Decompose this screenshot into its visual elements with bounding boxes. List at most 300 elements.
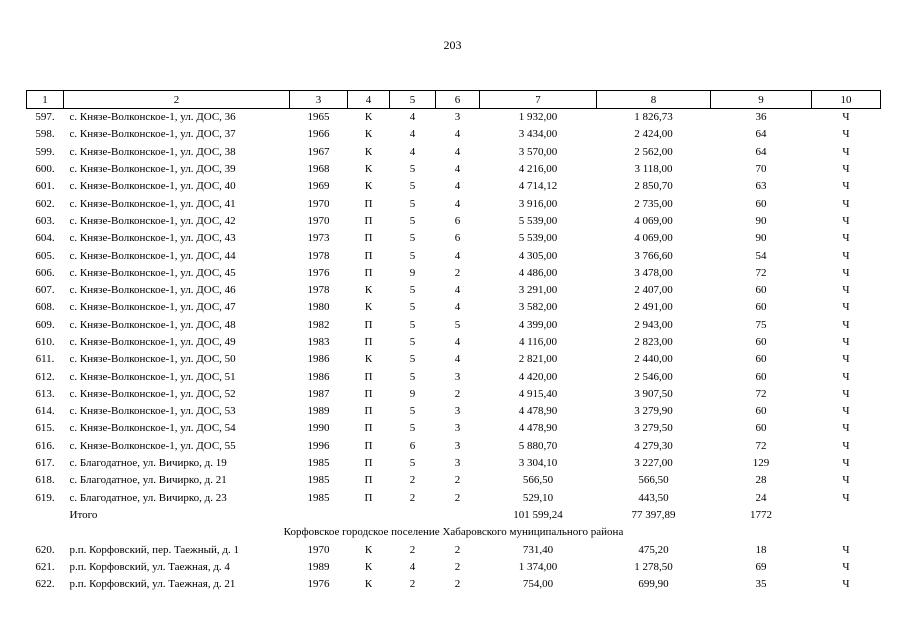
table-cell: 24: [755, 491, 767, 504]
table-cell: 731,40: [522, 543, 554, 556]
table-cell: 1987: [307, 387, 330, 400]
table-cell: Ч: [842, 560, 850, 573]
table-cell: 604.: [35, 232, 55, 245]
table-cell: 616.: [35, 439, 55, 452]
table-cell: П: [364, 439, 373, 452]
table-cell: Ч: [842, 266, 850, 279]
table-cell: с. Князе-Волконское-1, ул. ДОС, 39: [69, 163, 236, 176]
table-cell: П: [364, 491, 373, 504]
table-cell: 1976: [307, 578, 330, 591]
total-living-area: 77 397,89: [631, 508, 676, 521]
table-cell: 3 766,60: [634, 249, 673, 262]
column-header: 2: [64, 91, 290, 109]
table-cell: 54: [755, 249, 767, 262]
table-cell: 2 562,00: [634, 145, 673, 158]
total-label: Итого: [69, 508, 98, 521]
table-cell: с. Князе-Волконское-1, ул. ДОС, 41: [69, 197, 236, 210]
table-cell: 5: [409, 284, 416, 297]
table-cell: 611.: [35, 353, 55, 366]
table-cell: Ч: [842, 145, 850, 158]
table-cell: 699,90: [638, 578, 669, 591]
table-cell: 90: [755, 214, 767, 227]
table-cell: 1970: [307, 197, 330, 210]
total-row: [27, 507, 881, 524]
table-cell: р.п. Корфовский, пер. Таежный, д. 1: [69, 543, 240, 556]
table-cell: 4: [409, 111, 416, 124]
table-cell: 2 407,00: [634, 284, 673, 297]
table-cell: с. Благодатное, ул. Вичирко, д. 19: [69, 457, 227, 470]
table-cell: с. Князе-Волконское-1, ул. ДОС, 43: [69, 232, 236, 245]
table-cell: 60: [755, 284, 767, 297]
table-cell: 5: [409, 197, 416, 210]
total-count: 1772: [750, 508, 772, 521]
table-cell: 4 915,40: [518, 387, 558, 400]
table-cell: 4 714,12: [518, 180, 558, 193]
table-row: [27, 334, 881, 351]
table-row: [27, 317, 881, 334]
table-cell: 2: [454, 491, 461, 504]
table-cell: 72: [755, 266, 767, 279]
table-cell: с. Князе-Волконское-1, ул. ДОС, 51: [69, 370, 236, 383]
table-cell: 598.: [35, 128, 55, 141]
table-cell: 3 304,10: [518, 457, 558, 470]
table-cell: с. Князе-Волконское-1, ул. ДОС, 40: [69, 180, 236, 193]
table-cell: 2 821,00: [518, 353, 558, 366]
table-row: [27, 144, 881, 161]
column-header: 10: [812, 91, 881, 109]
table-row: [27, 299, 881, 316]
table-cell: 4 116,00: [518, 336, 558, 348]
table-cell: 60: [755, 336, 767, 348]
section-row: [27, 524, 881, 541]
table-cell: 70: [755, 163, 767, 176]
table-cell: 605.: [35, 249, 55, 262]
table-cell: с. Князе-Волконское-1, ул. ДОС, 46: [69, 284, 236, 297]
table-cell: с. Князе-Волконское-1, ул. ДОС, 54: [69, 422, 236, 435]
table-row: [27, 109, 881, 127]
table-cell: с. Князе-Волконское-1, ул. ДОС, 52: [69, 387, 236, 400]
table-cell: 5: [409, 422, 416, 435]
table-cell: 2: [454, 560, 461, 573]
table-cell: 1978: [307, 284, 330, 297]
table-cell: 4 478,90: [518, 422, 558, 435]
table-cell: 609.: [35, 318, 55, 331]
table-cell: П: [364, 214, 373, 227]
table-cell: 2: [409, 578, 416, 591]
table-cell: 3 478,00: [634, 266, 673, 279]
table-cell: 5 539,00: [518, 214, 558, 227]
table-cell: с. Благодатное, ул. Вичирко, д. 21: [69, 474, 227, 487]
table-cell: 3: [454, 422, 461, 435]
table-cell: Ч: [842, 405, 850, 418]
table-cell: 1985: [307, 457, 330, 470]
table-cell: 35: [755, 578, 767, 591]
table-cell: 3: [454, 111, 461, 124]
table-cell: 5: [409, 214, 416, 227]
table-cell: 4: [409, 560, 416, 573]
table-cell: 443,50: [638, 491, 669, 504]
table-cell: 4: [454, 128, 461, 141]
table-cell: 613.: [35, 387, 55, 400]
table-cell: Ч: [842, 387, 850, 400]
table-cell: 597.: [35, 111, 55, 124]
table-cell: 618.: [35, 474, 55, 487]
table-cell: Ч: [842, 232, 850, 245]
table-cell: 4 486,00: [518, 266, 558, 279]
table-cell: 4: [454, 145, 461, 158]
table-cell: Ч: [842, 214, 850, 227]
table-cell: 5: [409, 457, 416, 470]
table-cell: К: [364, 543, 373, 556]
table-row: [27, 247, 881, 264]
table-cell: с. Князе-Волконское-1, ул. ДОС, 45: [69, 266, 236, 279]
table-cell: 4: [454, 336, 461, 348]
table-cell: 2 850,70: [634, 180, 673, 193]
table-cell: Ч: [842, 128, 850, 141]
table-row: [27, 178, 881, 195]
table-cell: с. Князе-Волконское-1, ул. ДОС, 49: [69, 336, 236, 348]
table-cell: Ч: [842, 301, 850, 314]
table-cell: 4: [454, 163, 461, 176]
table-cell: 3 916,00: [518, 197, 558, 210]
table-cell: Ч: [842, 457, 850, 470]
table-cell: П: [364, 370, 373, 383]
table-cell: 5: [409, 336, 416, 348]
table-cell: Ч: [842, 474, 850, 487]
table-cell: 4 478,90: [518, 405, 558, 418]
table-cell: 4 399,00: [518, 318, 558, 331]
table-cell: 5: [409, 163, 416, 176]
table-cell: 4: [454, 180, 461, 193]
table-cell: 2: [454, 387, 461, 400]
table-cell: с. Князе-Волконское-1, ул. ДОС, 44: [69, 249, 236, 262]
table-cell: 1978: [307, 249, 330, 262]
table-cell: 566,50: [522, 474, 554, 487]
table-cell: 1985: [307, 491, 330, 504]
table-cell: 3 582,00: [518, 301, 558, 314]
table-cell: 529,10: [522, 491, 554, 504]
table-cell: 60: [755, 405, 767, 418]
table-cell: Ч: [842, 439, 850, 452]
column-header: 4: [348, 91, 390, 109]
table-cell: 4 069,00: [634, 232, 673, 245]
table-cell: П: [364, 422, 373, 435]
table-cell: Ч: [842, 318, 850, 331]
table-cell: 60: [755, 353, 767, 366]
table-cell: 1970: [307, 214, 330, 227]
column-header: 3: [290, 91, 348, 109]
table-row: [27, 126, 881, 143]
table-cell: 1982: [307, 318, 330, 331]
total-area: 101 599,24: [513, 508, 563, 521]
table-row: [27, 386, 881, 403]
table-row: [27, 161, 881, 178]
table-cell: 4: [454, 301, 461, 314]
column-header: 1: [27, 91, 64, 109]
table-cell: 617.: [35, 457, 55, 470]
table-cell: 2 491,00: [634, 301, 673, 314]
table-cell: 1973: [307, 232, 330, 245]
table-cell: р.п. Корфовский, ул. Таежная, д. 4: [69, 560, 230, 573]
table-cell: с. Князе-Волконское-1, ул. ДОС, 37: [69, 128, 236, 141]
table-cell: П: [364, 405, 373, 418]
table-row: [27, 490, 881, 507]
table-cell: К: [364, 560, 373, 573]
table-cell: 6: [454, 232, 461, 245]
table-cell: 4: [454, 284, 461, 297]
table-cell: 18: [755, 543, 767, 556]
table-cell: 5 880,70: [518, 439, 558, 452]
table-cell: 3 291,00: [518, 284, 558, 297]
table-row: [27, 576, 881, 593]
table-cell: К: [364, 128, 373, 141]
table-cell: 64: [755, 145, 767, 158]
table-cell: с. Князе-Волконское-1, ул. ДОС, 38: [69, 145, 236, 158]
table-cell: Ч: [842, 336, 850, 348]
table-cell: 63: [755, 180, 767, 193]
table-cell: 601.: [35, 180, 55, 193]
table-cell: 606.: [35, 266, 55, 279]
table-cell: 3 118,00: [634, 163, 673, 176]
table-row: [27, 455, 881, 472]
table-header-row: [27, 91, 881, 109]
table-cell: с. Князе-Волконское-1, ул. ДОС, 55: [69, 439, 236, 452]
housing-table: [26, 90, 881, 593]
table-cell: П: [364, 318, 373, 331]
table-cell: П: [364, 474, 373, 487]
table-cell: 619.: [35, 491, 55, 504]
table-cell: 9: [409, 266, 416, 279]
table-cell: 4 216,00: [518, 163, 558, 176]
table-cell: 3: [454, 457, 461, 470]
table-cell: 1 278,50: [634, 560, 673, 573]
table-cell: 1990: [307, 422, 330, 435]
table-cell: 5: [409, 405, 416, 418]
table-cell: 3: [454, 370, 461, 383]
table-cell: 28: [755, 474, 767, 487]
table-cell: 3 227,00: [634, 457, 673, 470]
table-row: [27, 195, 881, 212]
table-cell: 5: [409, 370, 416, 383]
table-cell: 5: [454, 318, 461, 331]
table-cell: 1970: [307, 543, 330, 556]
table-cell: 608.: [35, 301, 55, 314]
table-cell: 60: [755, 301, 767, 314]
column-header: 6: [436, 91, 480, 109]
table-cell: 600.: [35, 163, 55, 176]
table-cell: Ч: [842, 249, 850, 262]
table-cell: П: [364, 232, 373, 245]
table-cell: Ч: [842, 543, 850, 556]
table-cell: 5: [409, 301, 416, 314]
table-cell: 129: [752, 457, 770, 470]
table-cell: К: [364, 180, 373, 193]
table-row: [27, 282, 881, 299]
table-cell: 1969: [307, 180, 330, 193]
table-cell: 2: [454, 578, 461, 591]
table-row: [27, 438, 881, 455]
table-row: [27, 559, 881, 576]
table-row: [27, 351, 881, 368]
table-cell: 4: [409, 128, 416, 141]
table-cell: К: [364, 111, 373, 124]
table-cell: 615.: [35, 422, 55, 435]
table-cell: р.п. Корфовский, ул. Таежная, д. 21: [69, 578, 236, 591]
table-cell: П: [364, 197, 373, 210]
table-cell: 2 440,00: [634, 353, 673, 366]
table-cell: с. Князе-Волконское-1, ул. ДОС, 47: [69, 301, 236, 314]
table-row: [27, 368, 881, 385]
table-cell: 1 374,00: [518, 560, 558, 573]
table-cell: 621.: [35, 560, 55, 573]
table-cell: 1989: [307, 405, 330, 418]
table-cell: 1980: [307, 301, 330, 314]
column-header: 7: [480, 91, 597, 109]
table-row: [27, 230, 881, 247]
column-header: 5: [390, 91, 436, 109]
page-number: 203: [443, 38, 462, 52]
table-cell: К: [364, 578, 373, 591]
table-cell: с. Князе-Волконское-1, ул. ДОС, 42: [69, 214, 236, 227]
table-cell: 599.: [35, 145, 55, 158]
table-cell: Ч: [842, 111, 850, 124]
column-header: 8: [597, 91, 711, 109]
table-cell: 602.: [35, 197, 55, 210]
table-cell: 620.: [35, 543, 55, 556]
table-cell: 6: [454, 214, 461, 227]
table-cell: 1983: [307, 336, 330, 348]
table-cell: Ч: [842, 163, 850, 176]
table-cell: Ч: [842, 284, 850, 297]
table-cell: 612.: [35, 370, 55, 383]
table-cell: 1986: [307, 370, 330, 383]
table-row: [27, 213, 881, 230]
table-cell: 4: [454, 197, 461, 210]
table-cell: 6: [409, 439, 416, 452]
table-cell: с. Князе-Волконское-1, ул. ДОС, 50: [69, 353, 236, 366]
table-cell: 5: [409, 318, 416, 331]
table-cell: 2 735,00: [634, 197, 673, 210]
table-body-main: [27, 109, 881, 507]
table-cell: 2: [454, 474, 461, 487]
table-cell: 1966: [307, 128, 330, 141]
table-body-section: [27, 541, 881, 593]
table-cell: 2 823,00: [634, 336, 673, 348]
table-cell: Ч: [842, 578, 850, 591]
table-cell: П: [364, 336, 373, 348]
table-cell: 72: [755, 387, 767, 400]
table-cell: с. Князе-Волконское-1, ул. ДОС, 48: [69, 318, 236, 331]
table-cell: К: [364, 353, 373, 366]
table-cell: 5: [409, 232, 416, 245]
table-row: [27, 472, 881, 489]
table-cell: 2 424,00: [634, 128, 673, 141]
table-cell: 90: [755, 232, 767, 245]
table-cell: 1976: [307, 266, 330, 279]
table-cell: 5: [409, 353, 416, 366]
table-cell: 2 546,00: [634, 370, 673, 383]
table-cell: 1 826,73: [634, 111, 673, 124]
table-cell: 3 434,00: [518, 128, 558, 141]
table-cell: 4: [454, 353, 461, 366]
table-cell: 1967: [307, 145, 330, 158]
table-cell: 60: [755, 370, 767, 383]
table-cell: 75: [755, 318, 767, 331]
table-cell: 5 539,00: [518, 232, 558, 245]
table-cell: 610.: [35, 336, 55, 348]
table-cell: 614.: [35, 405, 55, 418]
table-row: [27, 420, 881, 437]
table-cell: 2: [409, 474, 416, 487]
table-cell: П: [364, 457, 373, 470]
table-cell: 1996: [307, 439, 330, 452]
table-cell: 566,50: [638, 474, 669, 487]
table-row: [27, 265, 881, 282]
table-cell: Ч: [842, 180, 850, 193]
table-cell: 4 279,30: [634, 439, 673, 452]
table-cell: 3 907,50: [634, 387, 673, 400]
table-cell: 4 069,00: [634, 214, 673, 227]
table-cell: 3: [454, 439, 461, 452]
table-cell: с. Князе-Волконское-1, ул. ДОС, 53: [69, 405, 236, 418]
table-cell: 60: [755, 197, 767, 210]
table-cell: П: [364, 249, 373, 262]
table-cell: Ч: [842, 353, 850, 366]
table-cell: 5: [409, 180, 416, 193]
table-cell: 475,20: [638, 543, 669, 556]
table-cell: 60: [755, 422, 767, 435]
table-cell: П: [364, 387, 373, 400]
table-cell: 4 305,00: [518, 249, 558, 262]
table-cell: с. Благодатное, ул. Вичирко, д. 23: [69, 491, 227, 504]
table-row: [27, 403, 881, 420]
table-cell: 607.: [35, 284, 55, 297]
table-cell: с. Князе-Волконское-1, ул. ДОС, 36: [69, 111, 236, 124]
table-cell: 2: [409, 543, 416, 556]
table-cell: 4: [454, 249, 461, 262]
table-cell: К: [364, 284, 373, 297]
table-cell: 1986: [307, 353, 330, 366]
table-cell: 4: [409, 145, 416, 158]
table-cell: 1985: [307, 474, 330, 487]
table-cell: 603.: [35, 214, 55, 227]
table-cell: 9: [409, 387, 416, 400]
table-cell: П: [364, 266, 373, 279]
table-cell: 3: [454, 405, 461, 418]
table-cell: 69: [755, 560, 767, 573]
table-cell: 622.: [35, 578, 55, 591]
table-cell: 3 279,50: [634, 422, 673, 435]
table-cell: 2: [454, 266, 461, 279]
table-cell: 64: [755, 128, 767, 141]
table-cell: К: [364, 301, 373, 314]
table-cell: 2: [409, 491, 416, 504]
table-cell: 2 943,00: [634, 318, 673, 331]
table-cell: 1 932,00: [518, 111, 558, 124]
table-cell: 36: [755, 111, 767, 124]
table-cell: 1968: [307, 163, 330, 176]
table-cell: Ч: [842, 197, 850, 210]
table-cell: К: [364, 145, 373, 158]
table-cell: Ч: [842, 491, 850, 504]
section-title: Корфовское городское поселение Хабаровского муниципального района: [283, 526, 624, 539]
table-cell: 3 570,00: [518, 145, 558, 158]
table-cell: К: [364, 163, 373, 176]
column-header: 9: [711, 91, 812, 109]
table-cell: 2: [454, 543, 461, 556]
table-row: [27, 541, 881, 558]
table-cell: 1989: [307, 560, 330, 573]
